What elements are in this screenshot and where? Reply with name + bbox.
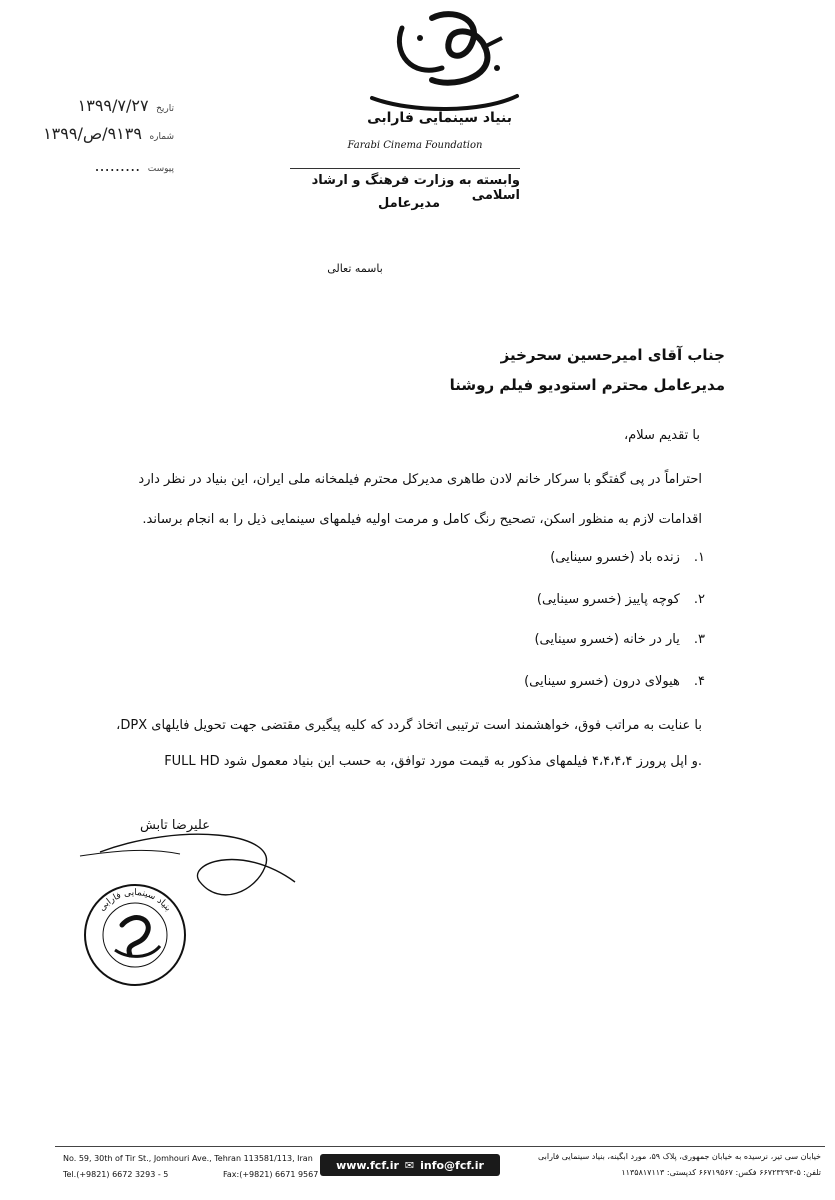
official-stamp <box>80 880 190 990</box>
list-item-number: ۱. <box>693 550 705 565</box>
logo-wordmark: بنیاد سینمایی فارابی <box>367 110 512 126</box>
footer-fax-en: Fax:(+9821) 6671 9567 <box>223 1170 319 1179</box>
footer <box>55 1148 825 1188</box>
paragraph-2-line-2: FULL HD و اپل پرورز ۴،۴،۴،۴ فیلمهای مذکور به قیمت مورد توافق، به حسب این بنیاد معمول شود. <box>164 754 702 769</box>
list-item <box>534 632 705 647</box>
paragraph-1-line-2: اقدامات لازم به منظور اسکن، تصحیح رنگ کامل و مرمت اولیه فیلمهای سینمایی ذیل را به انجام برساند. <box>142 512 702 527</box>
paragraph-2-line-1: با عنایت به مراتب فوق، خواهشمند است ترتیبی اتخاذ گردد که کلیه پیگیری مقتضی جهت تحویل فایلهای DPX، <box>116 718 702 733</box>
ceo-title: مدیرعامل <box>378 196 440 211</box>
email-icon: ✉ <box>404 1158 415 1172</box>
recipient-title: مدیرعامل محترم استودیو فیلم روشنا <box>449 376 725 394</box>
list-item-number: ۲. <box>693 592 705 607</box>
website-link[interactable]: www.fcf.ir <box>336 1158 399 1172</box>
number-row <box>4 124 174 143</box>
footer-address-fa: خیابان سی تیر، نرسیده به خیابان جمهوری، پلاک ۵۹، مورد ابگینه، بنیاد سینمایی فارابی <box>537 1152 821 1161</box>
number-label: شماره <box>149 132 174 142</box>
list-item-number: ۳. <box>693 632 705 647</box>
farabi-logo <box>332 8 532 126</box>
list-item-title: زنده باد (خسرو سینایی) <box>550 550 680 565</box>
stamp-text: بنیاد سینمایی فارابی <box>97 887 173 914</box>
english-name: Farabi Cinema Foundation <box>347 140 483 151</box>
signatory-name: علیرضا تابش <box>139 818 210 833</box>
recipient-block <box>450 340 725 400</box>
list-item <box>524 674 705 689</box>
footer-contact-bar <box>320 1154 500 1176</box>
footer-divider <box>55 1146 825 1147</box>
greeting: با تقدیم سلام، <box>623 428 700 443</box>
date-row <box>4 96 174 115</box>
paragraph-1-line-1: احتراماً در پی گفتگو با سرکار خانم لادن طاهری مدیرکل محترم فیلمخانه ملی ایران، این بنیاد در نظر دارد <box>138 472 702 487</box>
date-label: تاریخ <box>156 104 174 114</box>
attachment-label: پیوست <box>147 164 174 174</box>
number-value: ۹۱۳۹/ص/۱۳۹۹ <box>43 124 142 143</box>
list-item-title: یار در خانه (خسرو سینایی) <box>534 632 680 647</box>
footer-tel-en: Tel.(+9821) 6672 3293 - 5 <box>63 1170 169 1179</box>
list-item <box>537 592 705 607</box>
list-item-title: هیولای درون (خسرو سینایی) <box>524 674 680 689</box>
recipient-name: جناب آقای امیرحسین سحرخیز <box>500 346 725 364</box>
list-item-number: ۴. <box>693 674 705 689</box>
footer-phones-fa: تلفن: ۵-۶۶۷۲۳۲۹۳ فکس: ۶۶۷۱۹۵۶۷ کدپستی: ۱۱۳۵۸۱۷۱۱۳ <box>621 1168 821 1177</box>
email-link[interactable]: info@fcf.ir <box>420 1158 484 1172</box>
attachment-row: پیوست ......... <box>94 156 174 175</box>
date-value: ۱۳۹۹/۷/۲۷ <box>77 96 149 115</box>
footer-address-en: No. 59, 30th of Tir St., Jomhouri Ave., Tehran 113581/113, Iran <box>63 1154 313 1163</box>
list-item-title: کوچه پاییز (خسرو سینایی) <box>536 592 680 607</box>
list-item <box>550 550 705 565</box>
bismillah: باسمه تعالی <box>327 262 383 275</box>
affiliation-line: وابسته به وزارت فرهنگ و ارشاد اسلامی <box>290 168 520 203</box>
